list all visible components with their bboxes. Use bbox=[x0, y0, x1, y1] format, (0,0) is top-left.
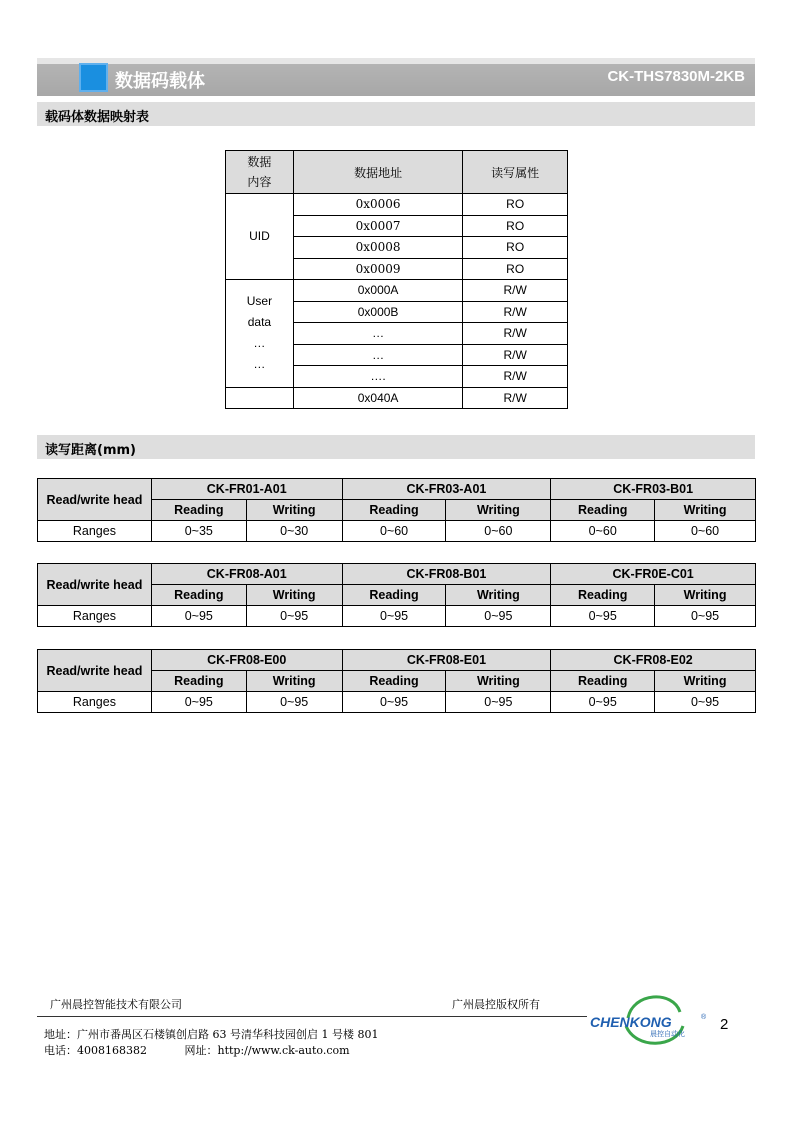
sub-header: Writing bbox=[655, 500, 756, 521]
sub-header: Reading bbox=[342, 671, 446, 692]
range-value: 0~95 bbox=[151, 692, 246, 713]
attribute-cell: RO bbox=[463, 237, 568, 259]
range-value: 0~35 bbox=[151, 521, 246, 542]
model-header: CK-FR08-E00 bbox=[151, 650, 342, 671]
header-square-icon bbox=[79, 63, 108, 92]
section-mapping-bar bbox=[37, 102, 755, 126]
address-cell: 0x0006 bbox=[293, 194, 462, 216]
range-value: 0~95 bbox=[551, 606, 655, 627]
address-cell: 0x000A bbox=[293, 280, 462, 302]
address-cell: 0x0008 bbox=[293, 237, 462, 259]
range-value: 0~60 bbox=[446, 521, 551, 542]
ranges-label: Ranges bbox=[38, 521, 152, 542]
logo-text: CHENKONG bbox=[590, 1014, 672, 1030]
distance-table bbox=[37, 649, 756, 713]
sub-header: Writing bbox=[446, 500, 551, 521]
footer-address: 地址：广州市番禺区石楼镇创启路 63 号清华科技园创启 1 号楼 801 bbox=[44, 1028, 379, 1041]
range-value: 0~95 bbox=[655, 606, 756, 627]
address-cell: …. bbox=[293, 366, 462, 388]
range-value: 0~95 bbox=[551, 692, 655, 713]
sub-header: Writing bbox=[246, 585, 342, 606]
distance-table bbox=[37, 563, 756, 627]
sub-header: Writing bbox=[246, 500, 342, 521]
sub-header: Reading bbox=[551, 500, 655, 521]
ranges-label: Ranges bbox=[38, 692, 152, 713]
range-value: 0~95 bbox=[446, 606, 551, 627]
attribute-cell: R/W bbox=[463, 366, 568, 388]
sub-header: Reading bbox=[151, 671, 246, 692]
section-distance-title: 读写距离(mm) bbox=[45, 443, 136, 458]
address-cell: … bbox=[293, 344, 462, 366]
mapping-table bbox=[225, 150, 568, 409]
section-mapping-title: 载码体数据映射表 bbox=[45, 110, 150, 125]
range-value: 0~95 bbox=[342, 692, 446, 713]
model-header: CK-FR08-E01 bbox=[342, 650, 551, 671]
logo-mark: ® bbox=[701, 1014, 707, 1021]
row-head-label: Read/write head bbox=[38, 564, 152, 606]
range-value: 0~60 bbox=[655, 521, 756, 542]
row-head-label: Read/write head bbox=[38, 650, 152, 692]
range-value: 0~60 bbox=[342, 521, 446, 542]
attribute-cell: RO bbox=[463, 215, 568, 237]
address-cell: 0x040A bbox=[293, 387, 462, 409]
header-title: 数据码载体 bbox=[115, 71, 205, 92]
sub-header: Reading bbox=[342, 500, 446, 521]
mapping-header-address: 数据地址 bbox=[293, 151, 462, 194]
model-header: CK-FR08-B01 bbox=[342, 564, 551, 585]
footer-divider bbox=[37, 1016, 587, 1017]
footer-contact bbox=[44, 1042, 350, 1058]
attribute-cell: R/W bbox=[463, 387, 568, 409]
range-value: 0~95 bbox=[246, 606, 342, 627]
model-header: CK-FR08-E02 bbox=[551, 650, 756, 671]
range-value: 0~60 bbox=[551, 521, 655, 542]
mapping-header-content: 数据 内容 bbox=[226, 151, 294, 194]
mapping-header-attribute: 读写属性 bbox=[463, 151, 568, 194]
sub-header: Reading bbox=[151, 585, 246, 606]
header-model: CK-THS7830M-2KB bbox=[607, 68, 745, 85]
attribute-cell: R/W bbox=[463, 344, 568, 366]
range-value: 0~95 bbox=[655, 692, 756, 713]
attribute-cell: R/W bbox=[463, 301, 568, 323]
attribute-cell: RO bbox=[463, 258, 568, 280]
user-data-label: User data … … bbox=[226, 280, 294, 388]
sub-header: Writing bbox=[655, 671, 756, 692]
address-cell: 0x000B bbox=[293, 301, 462, 323]
sub-header: Writing bbox=[446, 585, 551, 606]
model-header: CK-FR01-A01 bbox=[151, 479, 342, 500]
footer-website: 网址：http://www.ck-auto.com bbox=[184, 1044, 350, 1057]
uid-label: UID bbox=[226, 194, 294, 280]
attribute-cell: R/W bbox=[463, 323, 568, 345]
sub-header: Reading bbox=[551, 585, 655, 606]
section-distance-bar bbox=[37, 435, 755, 459]
sub-header: Reading bbox=[151, 500, 246, 521]
footer-company: 广州晨控智能技术有限公司 bbox=[50, 998, 182, 1011]
row-head-label: Read/write head bbox=[38, 479, 152, 521]
distance-table bbox=[37, 478, 756, 542]
address-cell: … bbox=[293, 323, 462, 345]
header-bar bbox=[37, 58, 755, 96]
range-value: 0~95 bbox=[342, 606, 446, 627]
ranges-label: Ranges bbox=[38, 606, 152, 627]
model-header: CK-FR0E-C01 bbox=[551, 564, 756, 585]
sub-header: Writing bbox=[446, 671, 551, 692]
model-header: CK-FR03-A01 bbox=[342, 479, 551, 500]
attribute-cell: RO bbox=[463, 194, 568, 216]
attribute-cell: R/W bbox=[463, 280, 568, 302]
range-value: 0~95 bbox=[446, 692, 551, 713]
sub-header: Writing bbox=[246, 671, 342, 692]
model-header: CK-FR08-A01 bbox=[151, 564, 342, 585]
footer-copyright: 广州晨控版权所有 bbox=[452, 998, 540, 1011]
range-value: 0~30 bbox=[246, 521, 342, 542]
sub-header: Writing bbox=[655, 585, 756, 606]
address-cell: 0x0007 bbox=[293, 215, 462, 237]
blank-content-cell bbox=[226, 387, 294, 409]
sub-header: Reading bbox=[551, 671, 655, 692]
page-number: 2 bbox=[720, 1016, 729, 1033]
range-value: 0~95 bbox=[151, 606, 246, 627]
footer-phone: 电话：4008168382 bbox=[44, 1044, 147, 1057]
logo-subtext: 晨控自动化 bbox=[650, 1030, 685, 1038]
address-cell: 0x0009 bbox=[293, 258, 462, 280]
chenkong-logo-icon bbox=[588, 990, 718, 1050]
model-header: CK-FR03-B01 bbox=[551, 479, 756, 500]
sub-header: Reading bbox=[342, 585, 446, 606]
range-value: 0~95 bbox=[246, 692, 342, 713]
